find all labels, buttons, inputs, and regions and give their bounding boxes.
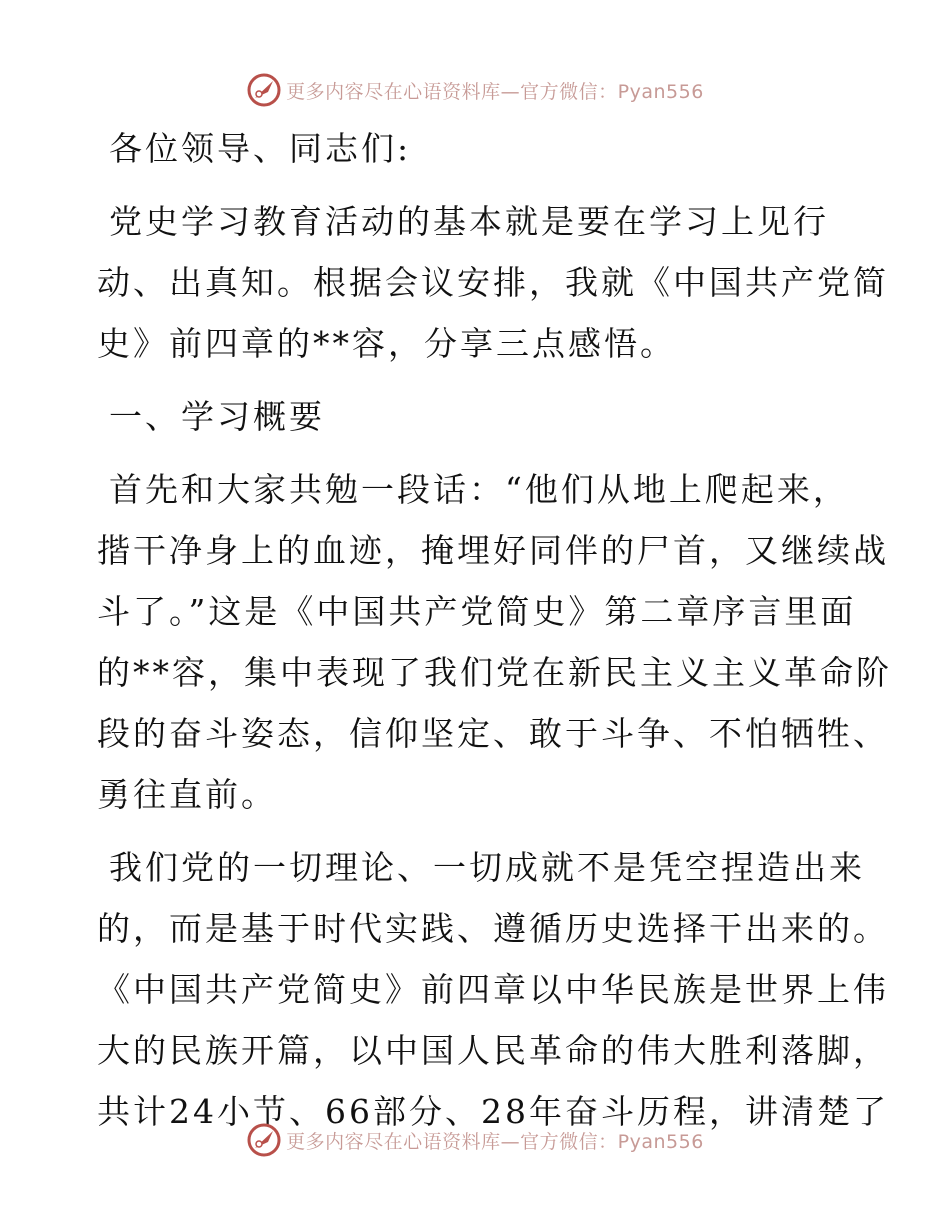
text-line: 首先和大家共勉一段话：“他们从地上爬起来，	[109, 470, 849, 509]
header-watermark	[0, 70, 950, 110]
section-heading	[97, 386, 857, 447]
text-line: 共计24小节、66部分、28年奋斗历程，讲清楚了	[97, 1092, 889, 1131]
text-line: 揩干净身上的血迹，掩埋好同伴的尸首，又继续战	[97, 531, 889, 570]
text-line: 《中国共产党简史》前四章以中华民族是世界上伟	[97, 970, 889, 1009]
paragraph-quote	[97, 459, 892, 825]
document-body	[97, 118, 892, 1142]
text-line: 党史学习教育活动的基本就是要在学习上见行	[109, 202, 829, 241]
text-line: 我们党的一切理论、一切成就不是凭空捏造出来	[109, 848, 865, 887]
text-line: 斗了。”这是《中国共产党简史》第二章序言里面	[97, 592, 857, 631]
text-line: 大的民族开篇，以中国人民革命的伟大胜利落脚，	[97, 1031, 889, 1070]
quill-logo-icon	[246, 72, 282, 108]
paragraph-intro	[97, 191, 889, 374]
text-line: 的**容，集中表现了我们党在新民主义主义革命阶	[97, 653, 892, 692]
paragraph-summary	[97, 837, 889, 1142]
watermark-text: 更多内容尽在心语资料库—官方微信：Pyan556	[286, 80, 704, 103]
greeting: 各位领导、同志们:	[109, 129, 412, 168]
watermark-text: 更多内容尽在心语资料库—官方微信：Pyan556	[286, 1130, 704, 1153]
text-line: 段的奋斗姿态，信仰坚定、敢于斗争、不怕牺牲、	[97, 714, 889, 753]
text-line: 勇往直前。	[97, 775, 277, 814]
footer-watermark	[0, 1120, 950, 1160]
heading-text: 一、学习概要	[109, 397, 325, 436]
text-line: 史》前四章的**容，分享三点感悟。	[97, 324, 676, 363]
text-line: 动、出真知。根据会议安排，我就《中国共产党简	[97, 263, 889, 302]
text-line: 的，而是基于时代实践、遵循历史选择干出来的。	[97, 909, 889, 948]
quill-logo-icon	[246, 1122, 282, 1158]
